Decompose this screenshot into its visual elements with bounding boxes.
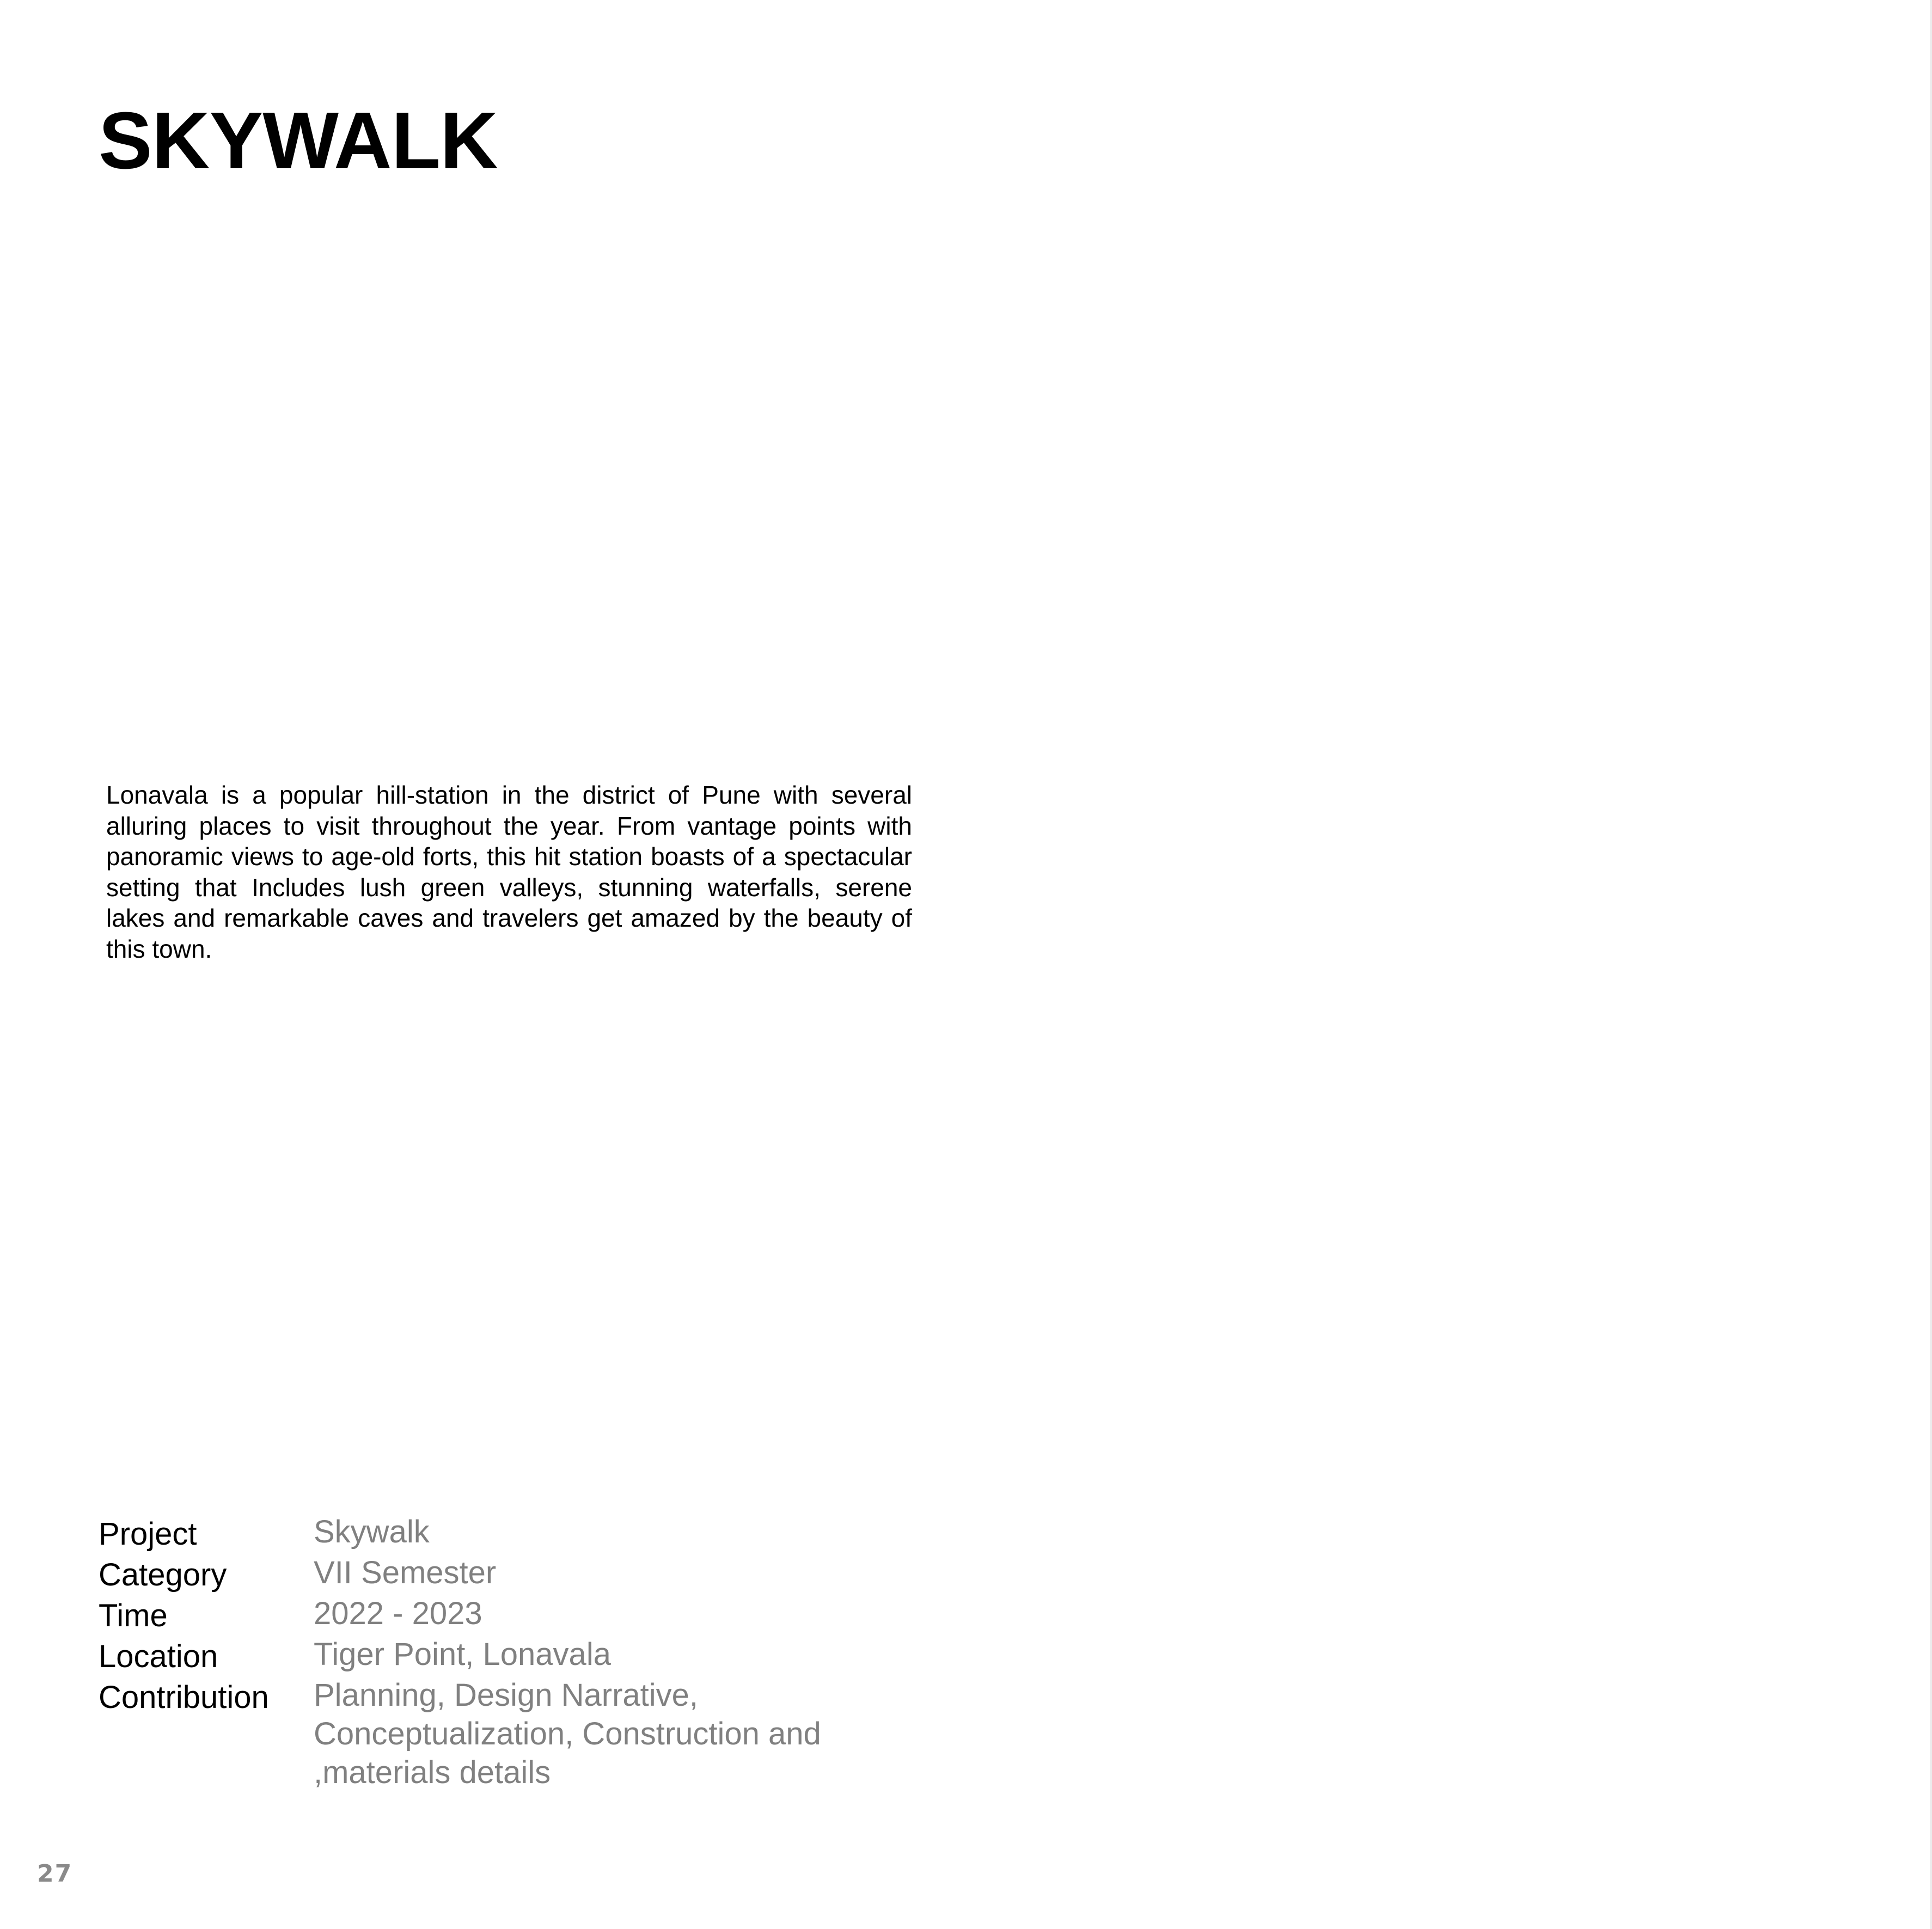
detail-row-project	[99, 1512, 915, 1553]
detail-value-time: 2022 - 2023	[314, 1596, 482, 1631]
page-number: 27	[37, 1860, 73, 1888]
detail-label-location: Location	[99, 1639, 218, 1674]
project-details	[99, 1512, 915, 1792]
detail-row-location	[99, 1635, 915, 1676]
detail-label-project: Project	[99, 1516, 197, 1552]
detail-label-contribution: Contribution	[99, 1680, 269, 1715]
project-description: Lonavala is a popular hill-station in the district of Pune with several alluring places to visit throughout the year. From vantage points with panoramic views to age-old forts, this hit station boasts of a spectacular setting that Includes lush green valleys, stunning waterfalls, serene lakes and remarkable caves and travelers get amazed by the beauty of this town.	[106, 781, 912, 963]
detail-value-project: Skywalk	[314, 1514, 430, 1550]
detail-row-contribution	[99, 1676, 915, 1792]
page-edge-divider	[1930, 0, 1932, 1929]
detail-label-category: Category	[99, 1557, 227, 1593]
detail-row-time	[99, 1594, 915, 1635]
detail-value-category: VII Semester	[314, 1555, 497, 1590]
detail-value-location: Tiger Point, Lonavala	[314, 1637, 611, 1672]
page-title: SKYWALK	[99, 96, 498, 186]
detail-row-category	[99, 1553, 915, 1594]
detail-label-time: Time	[99, 1598, 168, 1633]
detail-value-contribution: Planning, Design Narrative, Conceptualization, Construction and ,materials details	[314, 1677, 821, 1790]
